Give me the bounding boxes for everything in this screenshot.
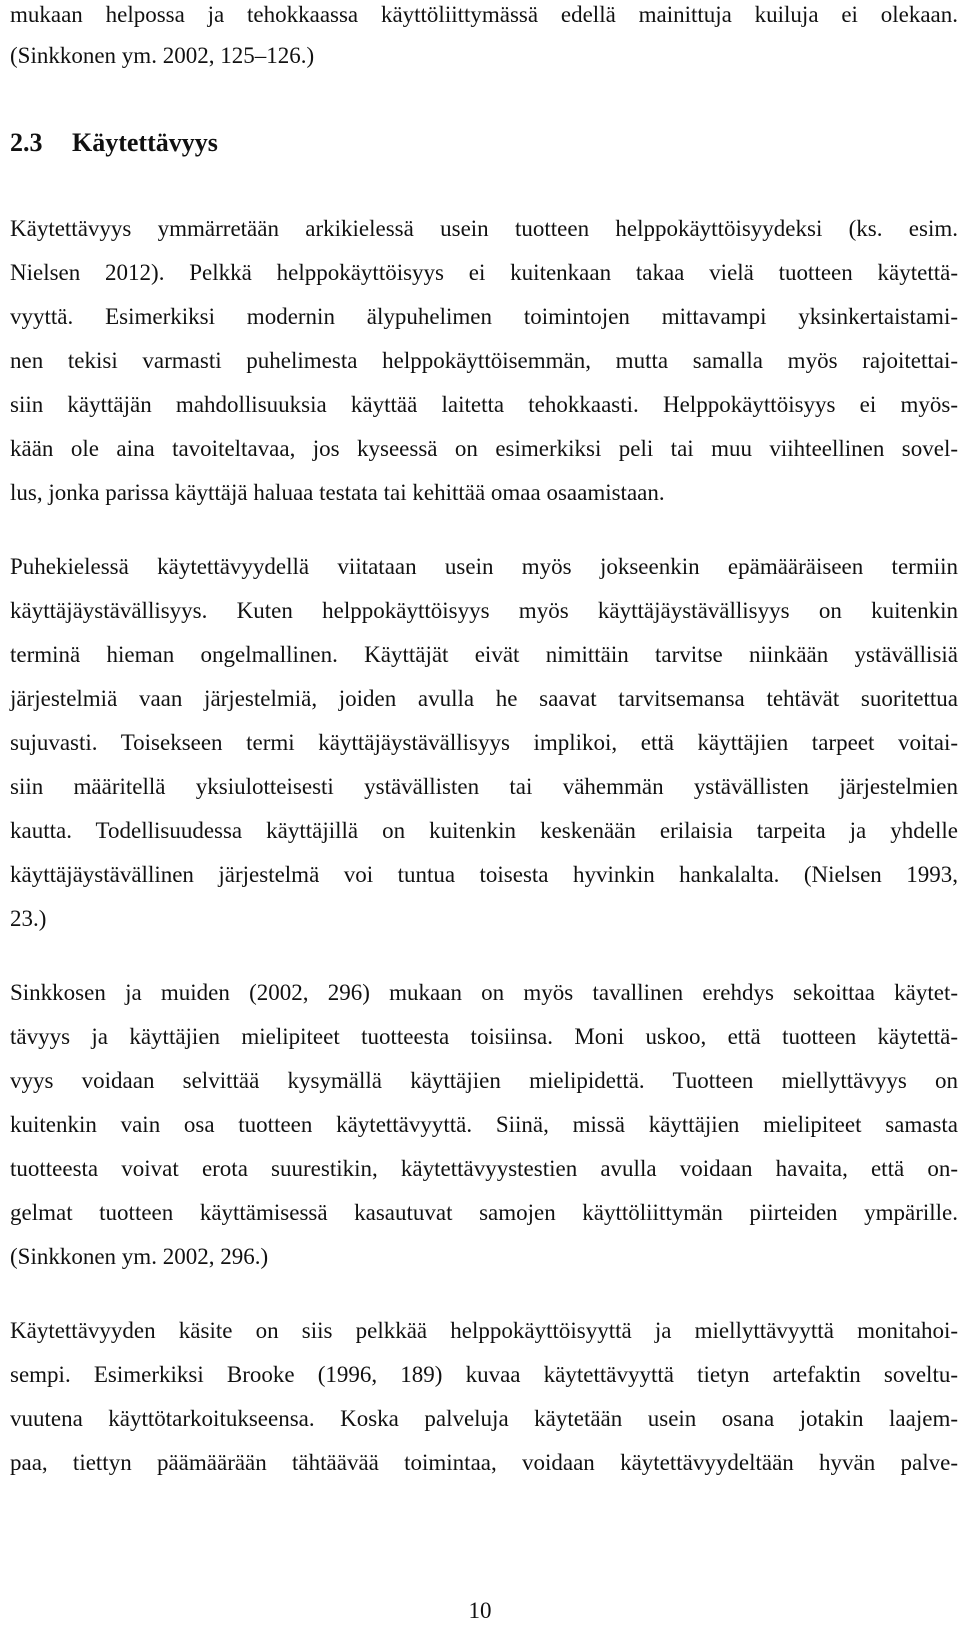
- text-line: kään ole aina tavoiteltavaa, jos kyseessä on esimerkiksi peli tai muu viihteellinen sovel-: [10, 436, 958, 461]
- text-line: Nielsen 2012). Pelkkä helppokäyttöisyys ei kuitenkaan takaa vielä tuotteen käytettä-: [10, 260, 958, 285]
- text-line: terminä hieman ongelmallinen. Käyttäjät eivät nimittäin tarvitse niinkään ystävällisiä: [10, 642, 958, 667]
- text-line: nen tekisi varmasti puhelimesta helppokäyttöisemmän, mutta samalla myös rajoitettai-: [10, 348, 958, 373]
- text-line: Käytettävyyden käsite on siis pelkkää helppokäyttöisyyttä ja miellyttävyyttä monitahoi-: [10, 1318, 958, 1343]
- text-line: käyttäjäystävällisyys. Kuten helppokäyttöisyys myös käyttäjäystävällisyys on kuitenkin: [10, 598, 958, 623]
- text-line: sempi. Esimerkiksi Brooke (1996, 189) kuvaa käytettävyyttä tietyn artefaktin soveltu-: [10, 1362, 958, 1387]
- text-line: tuotteesta voivat erota suurestikin, käytettävyystestien avulla voidaan havaita, että on-: [10, 1156, 958, 1181]
- section-heading: [10, 126, 218, 160]
- text-line: käyttäjäystävällinen järjestelmä voi tuntua toisesta hyvinkin hankalalta. (Nielsen 1993,: [10, 862, 958, 887]
- text-line: tävyys ja käyttäjien mielipiteet tuotteesta toisiinsa. Moni uskoo, että tuotteen käytettä-: [10, 1024, 958, 1049]
- text-line: vuutena käyttötarkoitukseensa. Koska palveluja käytetään usein osana jotakin laajem-: [10, 1406, 958, 1431]
- text-line: vyyttä. Esimerkiksi modernin älypuhelimen toimintojen mittavampi yksinkertaistami-: [10, 304, 958, 329]
- text-line: vyys voidaan selvittää kysymällä käyttäjien mielipidettä. Tuotteen miellyttävyys on: [10, 1068, 958, 1093]
- text-line: paa, tiettyn päämäärään tähtäävää toimintaa, voidaan käytettävyydeltään hyvän palve-: [10, 1450, 958, 1475]
- text-line: (Sinkkonen ym. 2002, 296.): [10, 1244, 269, 1269]
- text-line: kuitenkin vain osa tuotteen käytettävyyttä. Siinä, missä käyttäjien mielipiteet samasta: [10, 1112, 958, 1137]
- section-title: Käytettävyys: [72, 128, 218, 157]
- text-line: gelmat tuotteen käyttämisessä kasautuvat samojen käyttöliittymän piirteiden ympärille.: [10, 1200, 958, 1225]
- text-line: Käytettävyys ymmärretään arkikielessä usein tuotteen helppokäyttöisyydeksi (ks. esim.: [10, 216, 958, 241]
- text-line: lus, jonka parissa käyttäjä haluaa testata tai kehittää omaa osaamistaan.: [10, 480, 665, 505]
- text-line: Sinkkosen ja muiden (2002, 296) mukaan on myös tavallinen erehdys sekoittaa käytet-: [10, 980, 958, 1005]
- text-line: (Sinkkonen ym. 2002, 125–126.): [10, 43, 315, 68]
- section-number: 2.3: [10, 128, 43, 157]
- text-line: sujuvasti. Toisekseen termi käyttäjäystävällisyys implikoi, että käyttäjien tarpeet voitai-: [10, 730, 958, 755]
- text-line: siin määritellä yksiulotteisesti ystävällisten tai vähemmän ystävällisten järjestelmien: [10, 774, 958, 799]
- text-line: siin käyttäjän mahdollisuuksia käyttää laitetta tehokkaasti. Helppokäyttöisyys ei myös-: [10, 392, 958, 417]
- text-line: 23.): [10, 906, 47, 931]
- text-line: järjestelmiä vaan järjestelmiä, joiden avulla he saavat tarvitsemansa tehtävät suoritettua: [10, 686, 958, 711]
- text-line: mukaan helpossa ja tehokkaassa käyttöliittymässä edellä mainittuja kuiluja ei olekaan.: [10, 2, 958, 27]
- text-line: kautta. Todellisuudessa käyttäjillä on kuitenkin keskenään erilaisia tarpeita ja yhdelle: [10, 818, 958, 843]
- page-number: 10: [468, 1598, 492, 1623]
- text-line: Puhekielessä käytettävyydellä viitataan usein myös jokseenkin epämääräiseen termiin: [10, 554, 958, 579]
